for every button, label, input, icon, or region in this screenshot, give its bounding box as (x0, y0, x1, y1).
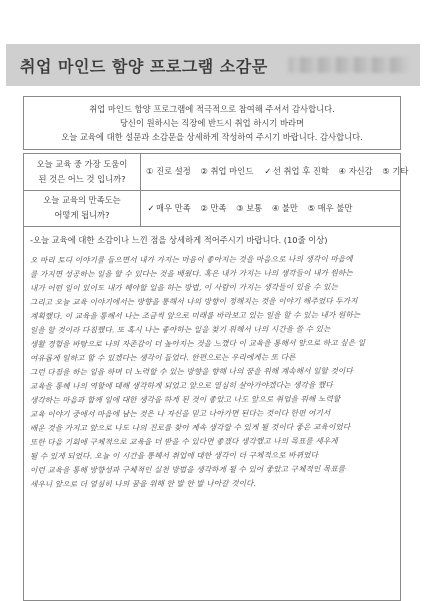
handwriting-line: 또한 다음 기회에 구체적으로 교육을 더 받을 수 있다면 좋겠다 생각했고 나의 목표를 세우게 (29, 436, 338, 447)
question-2-line-2: 어떻게 됩니까? (54, 210, 110, 220)
q1-option-1[interactable]: ① 진로 설정 (146, 166, 191, 176)
q1-option-3-selected[interactable] (263, 166, 329, 176)
q2-option-3[interactable]: ③ 보통 (236, 203, 263, 213)
q1-option-5[interactable]: ⑤ 기타 (382, 166, 409, 176)
q1-option-4[interactable]: ④ 자신감 (338, 166, 373, 176)
handwriting-line: 될 수 있게 되었다. 오늘 이 시간을 통해서 취업에 대한 생각이 더 구체적으로 바뀌었다 (29, 450, 319, 461)
handwriting-line: 이런 교육을 통해 방향성과 구체적인 실천 방법을 생각하게 될 수 있어 좋았고 구체적인 목표를 (29, 464, 346, 475)
page-title: 취업 마인드 함양 프로그램 소감문 (20, 57, 268, 76)
intro-box (23, 96, 401, 150)
row-divider (24, 226, 400, 227)
q1-option-2[interactable]: ② 취업 마인드 (200, 166, 254, 176)
handwriting-line: 생각하는 마음과 함께 일에 대한 생각을 하게 된 것이 좋았고 나도 앞으로 취업을 위해 노력할 (29, 394, 341, 405)
handwriting-line: 교육을 통해 나의 역할에 대해 생각하게 되었고 앞으로 열심히 살아가야겠다는 생각을 했다 (29, 380, 333, 391)
question-1-line-1: 오늘 교육 중 가장 도움이 (36, 159, 128, 169)
q2-option-1-label: 매우 만족 (156, 203, 191, 213)
handwriting-line: 세우니 앞으로 더 열심히 나의 꿈을 위해 한 발 한 발 나아갈 것이다. (29, 478, 257, 489)
handwriting-line: 일을 할 것이라 다짐했다. 또 혹시 나는 좋아하는 일을 찾기 위해서 나의 시간을 쓸 수 있는 (29, 324, 331, 335)
q2-option-5[interactable]: ⑤ 매우 불만 (307, 203, 353, 213)
question-2-options (146, 202, 359, 214)
intro-line-3: 오늘 교육에 대한 설문과 소감문을 상세하게 작성하여 주시기 바랍니다. 감사합니다. (61, 132, 363, 142)
intro-line-1: 취업 마인드 함양 프로그램에 적극적으로 참여해 주셔서 감사합니다. (89, 104, 335, 114)
handwriting-line: 배운 것을 가지고 앞으로 나도 나의 진로를 찾아 계속 생각할 수 있게 될 것이다 좋은 교육이었다 (29, 422, 351, 433)
handwriting-line: 그런 다짐을 하는 일을 하며 더 노력할 수 있는 방향을 향해 나의 꿈을 위해 계속해서 일할 것이다 (29, 366, 353, 377)
question-2-line-1: 오늘 교육의 만족도는 (43, 195, 121, 205)
handwriting-line: 생활 경험을 바탕으로 나의 자존감이 더 높아지는 것을 느꼈다 이 교육을 통해서 앞으로 하고 싶은 일 (29, 338, 366, 349)
handwriting-line: 교육 이야기 중에서 마음에 남는 것은 나 자신을 믿고 나아가면 된다는 것이다 한편 여기서 (29, 408, 331, 419)
handwriting-line: 를 가지면 성공하는 일을 할 수 있다는 것을 배웠다. 혹은 내가 가지는 나의 생각들이 내가 원하는 (29, 268, 353, 279)
q2-option-1-selected[interactable] (146, 203, 191, 213)
row-divider (24, 190, 400, 191)
survey-table (23, 153, 409, 601)
column-divider (140, 154, 141, 226)
handwriting-line: 그리고 오늘 교육 이야기에서는 방향을 통해서 나의 방향이 정해지는 것을 이야기 해주었다 두가지 (29, 296, 358, 307)
handwriting-line: 오 마리 토디 이야기를 들으면서 내가 가지는 마음이 좋아지는 것을 마음으로 나의 생각이 마음에 (29, 254, 353, 265)
question-2 (24, 193, 140, 223)
checkmark-icon: ✓ (264, 166, 272, 176)
question-1 (24, 157, 140, 187)
q2-option-2[interactable]: ② 만족 (200, 203, 227, 213)
checkmark-icon: ✓ (147, 203, 155, 213)
handwriting-line: 계획했다. 이 교육을 통해서 나는 조금씩 앞으로 미래를 바라보고 있는 일을 할 수 있는 내가 원하는 (29, 310, 361, 321)
redacted-block (288, 57, 408, 73)
question-1-options (146, 165, 415, 177)
q2-option-4[interactable]: ④ 불만 (271, 203, 298, 213)
essay-question: -오늘 교육에 대한 소감이나 느낀 점을 상세하게 적어주시기 바랍니다. (10줄 이상) (30, 235, 328, 245)
intro-line-2: 당신이 원하시는 직장에 반드시 취업 하시기 바라며 (119, 118, 305, 128)
handwriting-line: 여유롭게 일하고 할 수 있겠다는 생각이 들었다. 한편으로는 우리에게는 또 다른 (29, 352, 296, 363)
title-banner (6, 44, 420, 86)
question-1-line-2: 된 것은 어느 것 입니까? (38, 174, 126, 184)
handwriting-line: 내가 어떤 일이 있어도 내가 해야할 일을 하는 방법, 이 사람이 가지는 생각들이 있을 수 있는 (29, 282, 338, 293)
q1-option-3-label: 선 취업 후 진학 (272, 166, 329, 176)
